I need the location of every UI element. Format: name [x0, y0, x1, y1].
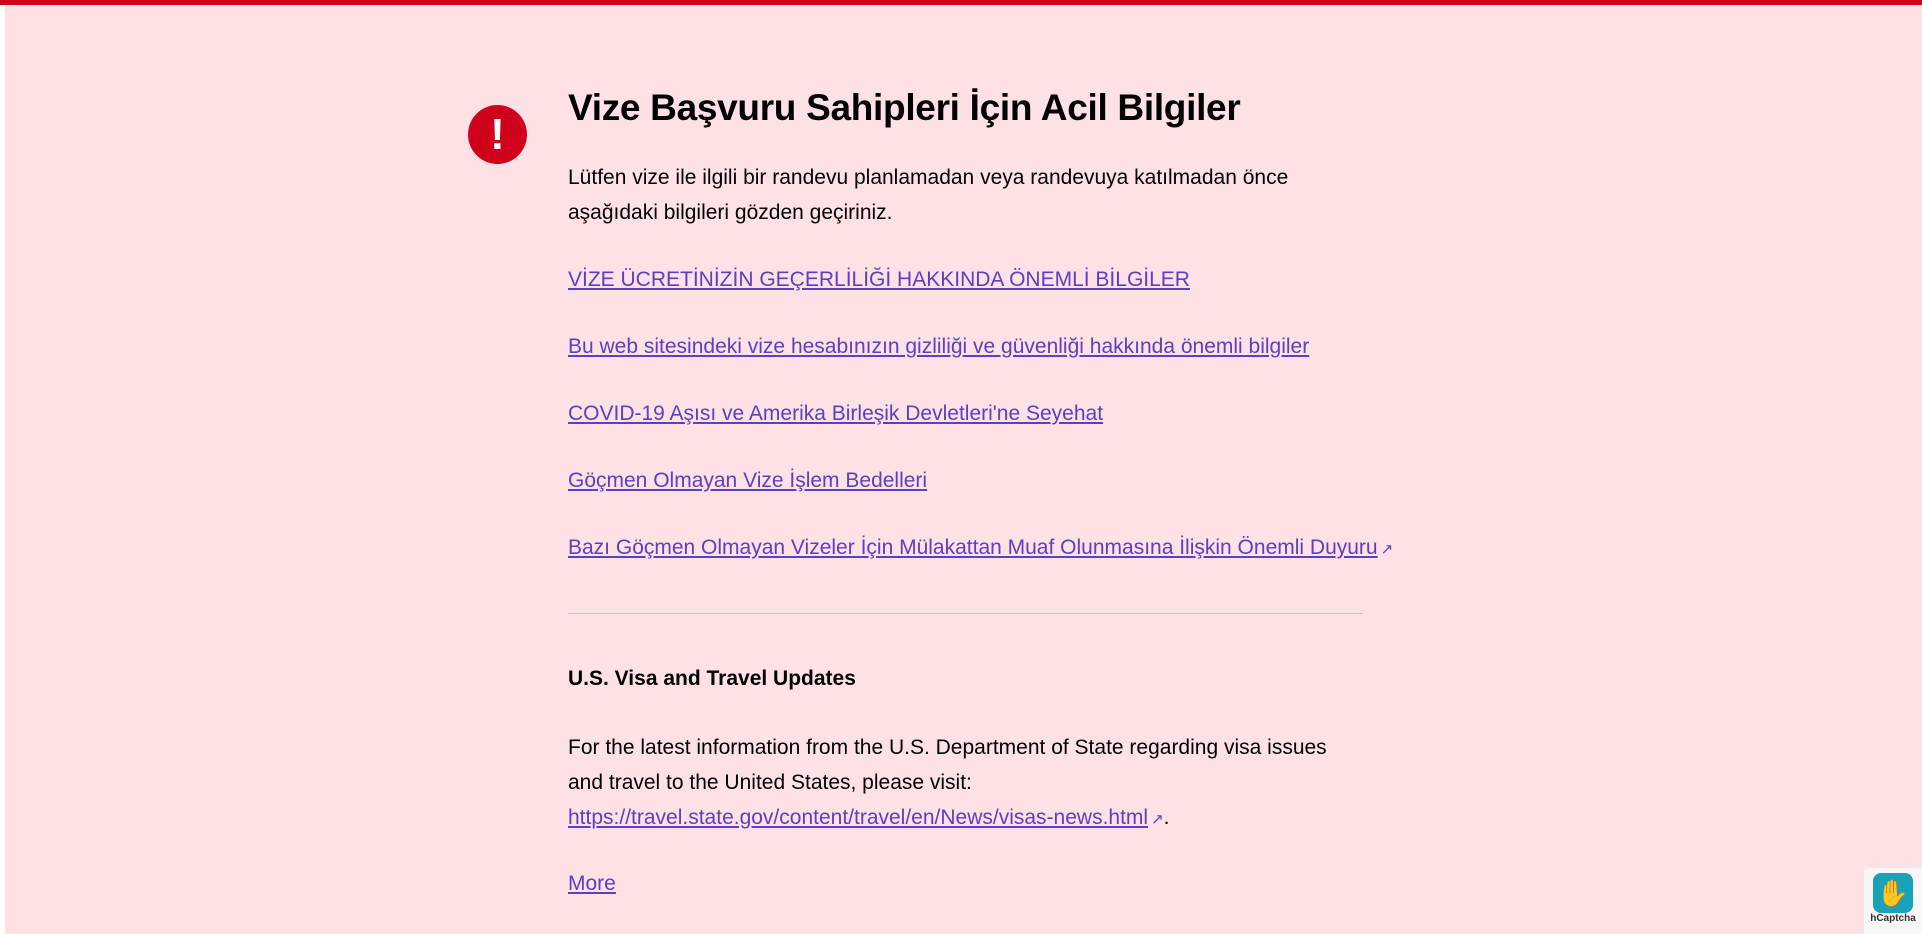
updates-heading: U.S. Visa and Travel Updates: [568, 667, 856, 690]
link-account-privacy[interactable]: Bu web sitesindeki vize hesabınızın gizliliği ve güvenliği hakkında önemli bilgiler: [568, 335, 1310, 358]
hcaptcha-label: hCaptcha: [1870, 913, 1916, 924]
top-accent-bar: [0, 0, 1922, 5]
divider: [568, 613, 1363, 614]
updates-text: For the latest information from the U.S. Department of State regarding visa issues and travel to the United States, please visit:: [568, 736, 1327, 794]
external-link-icon[interactable]: ↗: [1380, 541, 1394, 558]
window-edge: [0, 0, 5, 934]
more-link[interactable]: More: [568, 872, 616, 895]
interview-waiver-row: [568, 534, 1393, 564]
exclamation-icon: !: [468, 105, 527, 164]
period: .: [1163, 806, 1170, 829]
updates-paragraph: [568, 730, 1358, 837]
link-visa-fee-validity[interactable]: VİZE ÜCRETİNİZİN GEÇERLİLİĞİ HAKKINDA ÖNEMLİ BİLGİLER: [568, 268, 1190, 291]
link-visa-fees[interactable]: Göçmen Olmayan Vize İşlem Bedelleri: [568, 469, 928, 492]
hcaptcha-badge[interactable]: [1864, 868, 1922, 934]
hcaptcha-hand-icon: ✋: [1873, 873, 1913, 913]
link-interview-waiver[interactable]: Bazı Göçmen Olmayan Vizeler İçin Mülakattan Muaf Olunmasına İlişkin Önemli Duyuru: [568, 536, 1378, 559]
link-covid-travel[interactable]: COVID-19 Aşısı ve Amerika Birleşik Devletleri'ne Seyehat: [568, 402, 1104, 425]
alert-content: [568, 84, 1394, 895]
external-link-icon[interactable]: ↗: [1151, 811, 1164, 828]
intro-text: Lütfen vize ile ilgili bir randevu planlamadan veya randevuya katılmadan önce aşağıdaki bilgileri gözden geçiriniz.: [568, 166, 1289, 224]
link-travel-state-gov[interactable]: https://travel.state.gov/content/travel/en/News/visas-news.html: [568, 806, 1149, 829]
page-title: Vize Başvuru Sahipleri İçin Acil Bilgiler: [568, 87, 1241, 128]
